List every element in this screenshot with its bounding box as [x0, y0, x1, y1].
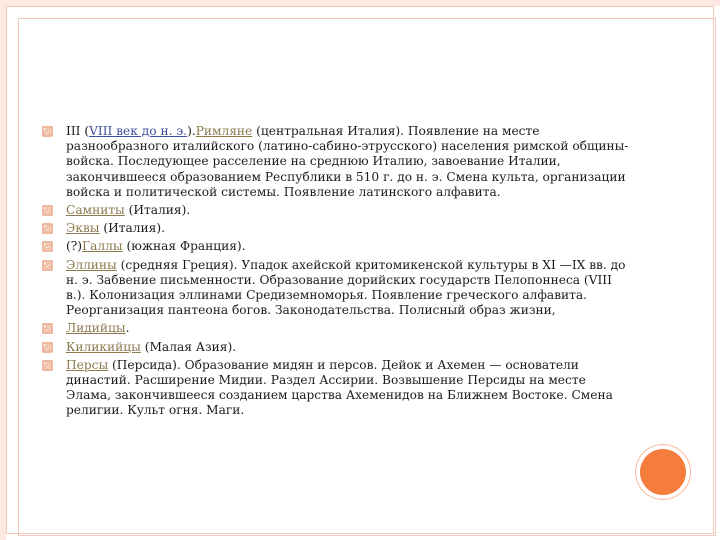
decor-circle — [640, 449, 686, 495]
link-gauls[interactable]: Галлы — [82, 239, 123, 254]
square-swirl-bullet-icon — [42, 360, 53, 371]
item-text: (центральная Италия). Появление на месте разнообразного италийского (латино-сабино-этрусского) населения римской общины-войска. Последующее расселение на среднюю Италию, завоевание Италии, закончившееся образованием Республики в 510 г. до н. э. Смена культа, организации войска и политической системы. Появление латинского алфавита. — [66, 124, 629, 199]
list-item-samnites — [40, 203, 630, 218]
list-item-aequi — [40, 221, 630, 236]
list-item-romans — [40, 124, 630, 200]
list-item-lydians — [40, 321, 630, 336]
item-text: . — [125, 321, 130, 336]
list-item-persians — [40, 358, 630, 419]
list-item-hellenes — [40, 258, 630, 319]
item-text: (Персида). Образование мидян и персов. Дейок и Ахемен — основатели династий. Расширение Мидии. Раздел Ассирии. Возвышение Персиды на месте Элама, закончившееся созданием царства Ахеменидов на Ближнем Востоке. Смена религии. Культ огня. Маги. — [66, 357, 613, 418]
item-text: (южная Франция). — [122, 239, 246, 254]
link-romans[interactable]: Римляне — [195, 124, 253, 138]
square-swirl-bullet-icon — [42, 126, 53, 137]
square-swirl-bullet-icon — [42, 205, 53, 216]
link-samnites[interactable]: Самниты — [66, 203, 125, 218]
item-text: (Италия). — [99, 221, 165, 236]
link-aequi[interactable]: Эквы — [66, 221, 100, 236]
link-lydians[interactable]: Лидийцы — [66, 321, 126, 336]
link-cilicians[interactable]: Киликийцы — [66, 339, 141, 354]
item-text-prefix: (?) — [66, 239, 83, 254]
square-swirl-bullet-icon — [42, 223, 53, 234]
square-swirl-bullet-icon — [42, 342, 53, 353]
list-item-gauls — [40, 239, 630, 254]
item-text: (Малая Азия). — [140, 339, 237, 354]
item-text: (средняя Греция). Упадок ахейской критомикенской культуры в XI —IX вв. до н. э. Забвение письменности. Образование дорийских государств Пелопоннеса (VIII в.). Колонизация эллинами Средиземноморья. Появление греческого алфавита. Реорганизация пантеона богов. Законодательства. Полисный образ жизни, — [66, 257, 626, 318]
item-text-prefix: III ( — [66, 124, 90, 138]
link-viii-century[interactable]: VIII век до н. э. — [89, 124, 188, 138]
item-text: (Италия). — [124, 203, 191, 218]
slide-content — [40, 124, 630, 422]
square-swirl-bullet-icon — [42, 260, 53, 271]
link-persians[interactable]: Персы — [66, 357, 109, 372]
item-text-mid: ). — [187, 124, 196, 138]
square-swirl-bullet-icon — [42, 323, 53, 334]
link-hellenes[interactable]: Эллины — [66, 257, 117, 272]
square-swirl-bullet-icon — [42, 241, 53, 252]
list-item-cilicians — [40, 340, 630, 355]
bullet-list — [40, 124, 630, 419]
